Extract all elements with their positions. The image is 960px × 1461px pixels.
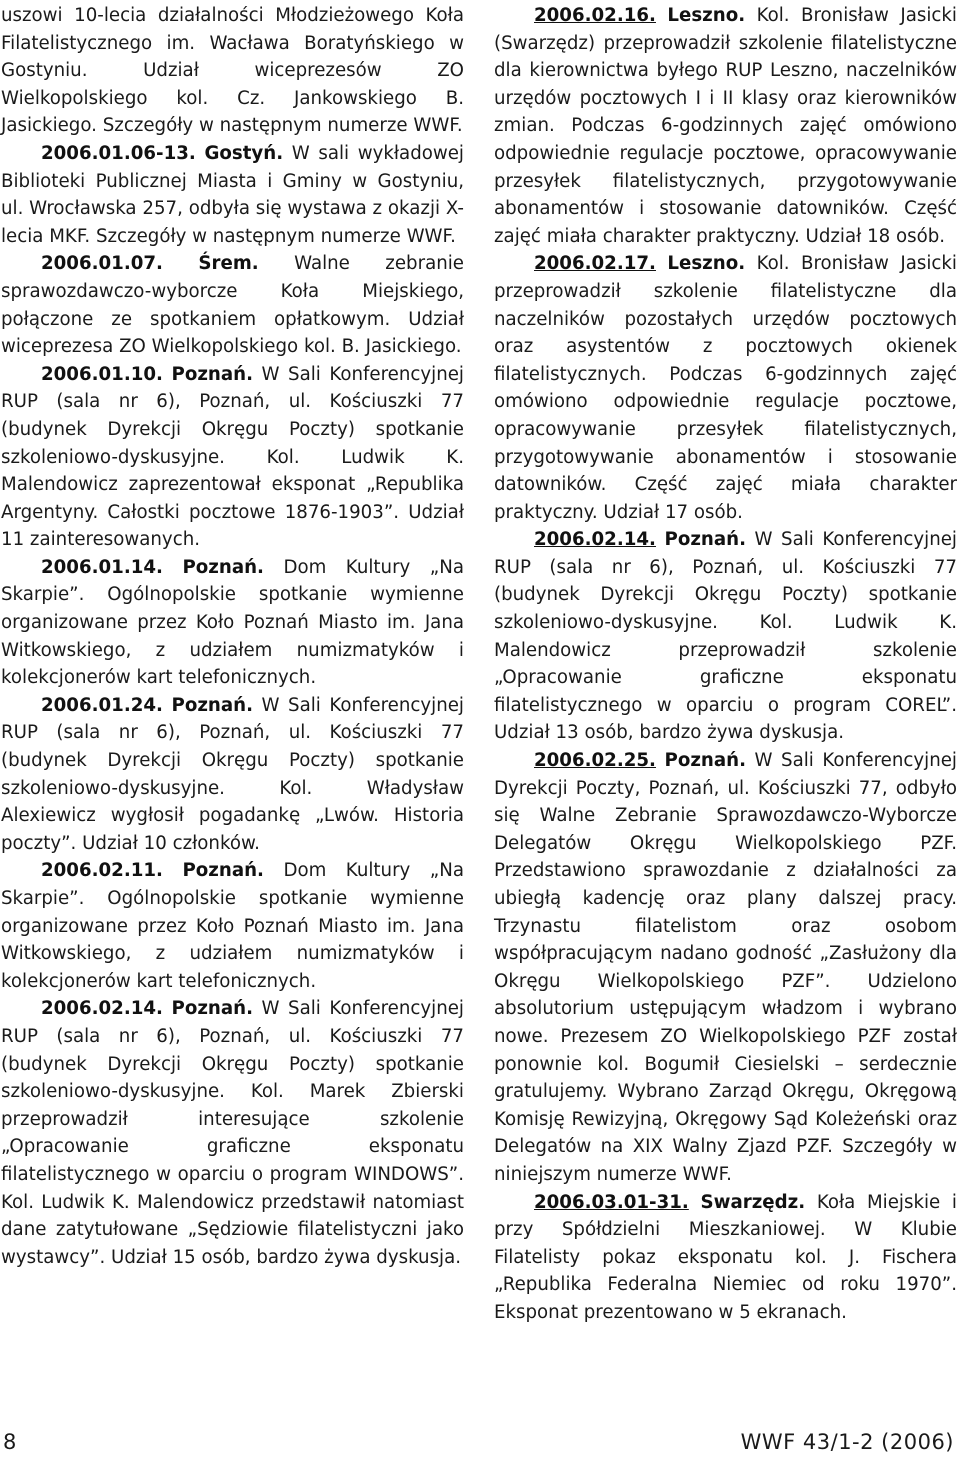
entry-place: Poznań. — [664, 750, 746, 772]
chronicle-entry — [494, 2, 957, 250]
chronicle-entry — [494, 250, 957, 526]
entry-date: 2006.02.25. — [534, 750, 656, 772]
chronicle-entry — [1, 995, 464, 1271]
entry-place: Śrem. — [198, 253, 259, 275]
entry-date: 2006.02.14. — [534, 529, 656, 551]
entry-text: Walne zebranie sprawozdawczo-wyborcze Koła Miejskiego, połączone ze spotkaniem opłatkowym. Udział wiceprezesa ZO Wielkopolskiego kol. B. Jasickiego. — [1, 253, 464, 358]
entry-place: Leszno. — [667, 5, 746, 26]
chronicle-entry — [1, 361, 464, 554]
intro-paragraph — [1, 2, 464, 140]
entry-place: Poznań. — [664, 529, 746, 551]
entry-date: 2006.01.24. — [41, 694, 163, 716]
page-number: 8 — [3, 1430, 17, 1454]
issue-label: WWF 43/1-2 (2006) — [740, 1430, 954, 1454]
entry-text: Koła Miejskie i przy Spółdzielni Mieszkaniowej. W Klubie Filatelisty pokaz eksponatu kol. J. Fischera „Republika Federalna Niemiec od roku 1970”. Eksponat prezentowano w 5 ekranach. — [494, 1191, 957, 1323]
entry-place: Poznań. — [182, 556, 264, 578]
chronicle-entry — [494, 1189, 957, 1327]
entry-text: W sali wykładowej Biblioteki Publicznej Miasta i Gminy w Gostyniu, ul. Wrocławska 257, odbyła się wystawa z okazji X-lecia MKF. Szczegóły w następnym numerze WWF. — [1, 142, 464, 247]
chronicle-entry — [1, 857, 464, 995]
chronicle-entry — [1, 250, 464, 360]
left-column — [1, 2, 464, 1271]
entry-date: 2006.01.10. — [41, 363, 163, 385]
entry-text: Dom Kultury „Na Skarpie”. Ogólnopolskie spotkanie wymienne organizowane przez Koło Poznań Miasto im. Jana Witkowskiego, z udziałem numizmatyków i kolekcjonerów kart telefonicznych. — [1, 556, 464, 689]
chronicle-entry — [494, 526, 957, 747]
entry-text: W Sali Konferencyjnej RUP (sala nr 6), Poznań, ul. Kościuszki 77 (budynek Dyrekcji Okręgu Poczty) spotkanie szkoleniowo-dyskusyjne. Kol. Władysław Alexiewicz wygłosił pogadankę „Lwów. Historia poczty”. Udział 10 członków. — [1, 694, 464, 854]
entry-text: Kol. Bronisław Jasicki przeprowadził szkolenie filatelistyczne dla naczelników pozostałych urzędów pocztowych oraz asystentów z pocztowych okienek filatelistycznych. Podczas 6-godzinnych zajęć omówiono odpowiednie regulacje pocztowe, opracowywanie przesyłek filatelistycznych, przygotowywanie abonamentów i stosowanie datowników. Część zajęć miała charakter praktyczny. Udział 17 osób. — [494, 253, 957, 523]
entry-date: 2006.01.07. — [41, 253, 163, 275]
entry-text: Dom Kultury „Na Skarpie”. Ogólnopolskie spotkanie wymienne organizowane przez Koło Poznań Miasto im. Jana Witkowskiego, z udziałem numizmatyków i kolekcjonerów kart telefonicznych. — [1, 860, 464, 992]
entry-place: Swarzędz. — [700, 1191, 806, 1213]
entry-text: W Sali Konferencyjnej RUP (sala nr 6), Poznań, ul. Kościuszki 77 (budynek Dyrekcji Okręgu Poczty) spotkanie szkoleniowo-dyskusyjne. Kol. Ludwik K. Malendowicz przeprowadził szkolenie „Opracowanie graficzne eksponatu filatelistycznego w oparciu o program COREL”. Udział 13 osób, bardzo żywa dyskusja. — [494, 529, 957, 744]
entry-text: W Sali Konferencyjnej RUP (sala nr 6), Poznań, ul. Kościuszki 77 (budynek Dyrekcji Okręgu Poczty) spotkanie szkoleniowo-dyskusyjne. Kol. Ludwik K. Malendowicz zaprezentował eksponat „Republika Argentyny. Całostki pocztowe 1876-1903”. Udział 11 zainteresowanych. — [1, 363, 464, 551]
entry-text: Kol. Bronisław Jasicki (Swarzędz) przeprowadził szkolenie filatelistyczne dla kierownictwa byłego RUP Leszno, naczelników urzędów pocztowych I i II klasy oraz kierowników zmian. Podczas 6-godzinnych zajęć omówiono odpowiednie regulacje pocztowe, opracowywanie przesyłek filatelistycznych, przygotowywanie abonamentów i stosowanie datowników. Część zajęć miała charakter praktyczny. Udział 18 osób. — [494, 5, 957, 247]
entry-date: 2006.03.01-31. — [534, 1191, 689, 1213]
entry-text: W Sali Konferencyjnej Dyrekcji Poczty, Poznań, ul. Kościuszki 77, odbyło się Walne Zebranie Sprawozdawczo-Wyborcze Delegatów Okręgu Wielkopolskiego PZF. Przedstawiono sprawozdanie z działalności za ubiegłą kadencję oraz plany dalszej pracy. Trzynastu filatelistom oraz osobom współpracującym nadano godność „Zasłużony dla Okręgu Wielkopolskiego PZF”. Udzielono absolutorium ustępującym władzom i wybrano nowe. Prezesem ZO Wielkopolskiego PZF został ponownie kol. Bogumił Ciesielski – serdecznie gratulujemy. Wybrano Zarząd Okręgu, Okręgową Komisję Rewizyjną, Okręgowy Sąd Koleżeński oraz Delegatów na XIX Walny Zjazd PZF. Szczegóły w niniejszym numerze WWF. — [494, 750, 957, 1185]
entry-date: 2006.02.11. — [41, 860, 163, 882]
intro-text: uszowi 10-lecia działalności Młodzieżowego Koła Filatelistycznego im. Wacława Boratyńskiego w Gostyniu. Udział wiceprezesów ZO Wielkopolskiego kol. Cz. Jankowskiego B. Jasickiego. Szczegóły w następnym numerze WWF. — [1, 5, 464, 137]
chronicle-entry — [494, 747, 957, 1189]
entry-place: Poznań. — [171, 363, 253, 385]
entry-place: Poznań. — [171, 694, 253, 716]
entry-date: 2006.01.14. — [41, 556, 163, 578]
entry-place: Poznań. — [171, 998, 253, 1020]
entry-date: 2006.02.16. — [534, 5, 656, 26]
entry-date: 2006.01.06-13. — [41, 142, 196, 164]
chronicle-entry — [1, 692, 464, 858]
right-column — [494, 2, 957, 1327]
entry-date: 2006.02.14. — [41, 998, 163, 1020]
entry-place: Gostyń. — [204, 142, 284, 164]
entry-place: Poznań. — [182, 860, 264, 882]
entry-place: Leszno. — [667, 253, 746, 275]
entry-date: 2006.02.17. — [534, 253, 656, 275]
chronicle-entry — [1, 554, 464, 692]
entry-text: W Sali Konferencyjnej RUP (sala nr 6), Poznań, ul. Kościuszki 77 (budynek Dyrekcji Okręgu Poczty) spotkanie szkoleniowo-dyskusyjne. Kol. Marek Zbierski przeprowadził interesujące szkolenie „Opracowanie graficzne eksponatu filatelistycznego w oparciu o program WINDOWS”. Kol. Ludwik K. Malendowicz przedstawił natomiast dane zatytułowane „Sędziowie filatelistyczni jako wystawcy”. Udział 15 osób, bardzo żywa dyskusja. — [1, 998, 464, 1268]
chronicle-entry — [1, 140, 464, 250]
